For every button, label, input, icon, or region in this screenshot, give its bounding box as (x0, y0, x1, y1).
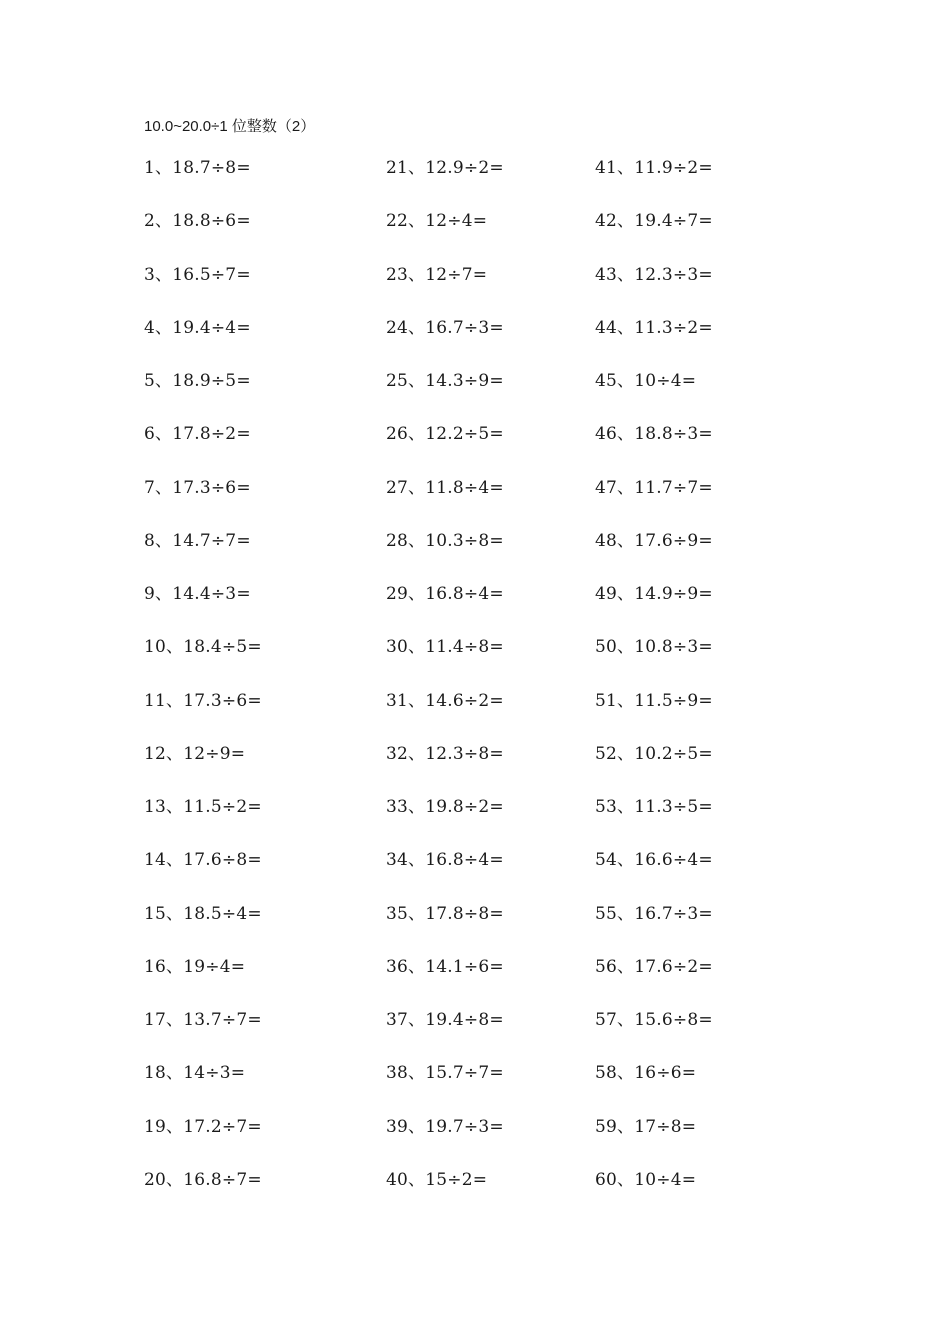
problem-item: 10、18.4÷5= (144, 637, 262, 658)
problem-item: 59、17÷8= (595, 1116, 697, 1137)
problem-item: 52、10.2÷5= (595, 743, 713, 764)
problem-item: 55、16.7÷3= (595, 903, 713, 924)
problem-item: 33、19.8÷2= (386, 797, 504, 817)
problem-item: 53、11.3÷5= (595, 797, 713, 817)
problem-item: 39、19.7÷3= (386, 1116, 504, 1137)
problem-item: 51、11.5÷9= (595, 690, 713, 711)
problem-item: 14、17.6÷8= (144, 850, 262, 871)
problem-item: 30、11.4÷8= (386, 637, 504, 658)
problem-item: 60、10÷4= (595, 1169, 697, 1190)
problem-item: 44、11.3÷2= (595, 317, 713, 338)
problem-item: 12、12÷9= (144, 743, 246, 764)
problem-item: 38、15.7÷7= (386, 1063, 504, 1084)
problem-item: 19、17.2÷7= (144, 1116, 262, 1137)
problem-item: 23、12÷7= (386, 264, 488, 285)
problem-item: 3、16.5÷7= (144, 264, 251, 285)
problem-item: 54、16.6÷4= (595, 850, 713, 871)
problem-item: 8、14.7÷7= (144, 530, 251, 551)
problem-item: 46、18.8÷3= (595, 424, 713, 445)
problem-item: 5、18.9÷5= (144, 371, 251, 391)
problem-column-2 (386, 150, 586, 1215)
problem-item: 34、16.8÷4= (386, 850, 504, 871)
problem-item: 20、16.8÷7= (144, 1169, 262, 1190)
problem-item: 58、16÷6= (595, 1063, 697, 1084)
problem-item: 49、14.9÷9= (595, 584, 713, 604)
problem-item: 50、10.8÷3= (595, 637, 713, 658)
problem-column-3 (595, 150, 795, 1215)
problem-item: 1、18.7÷8= (144, 158, 251, 178)
problem-item: 57、15.6÷8= (595, 1010, 713, 1030)
problem-item: 56、17.6÷2= (595, 956, 713, 977)
problem-item: 17、13.7÷7= (144, 1010, 262, 1030)
problem-item: 40、15÷2= (386, 1169, 488, 1190)
problem-item: 13、11.5÷2= (144, 797, 262, 817)
problem-item: 26、12.2÷5= (386, 424, 504, 445)
problem-item: 27、11.8÷4= (386, 477, 504, 498)
problem-item: 6、17.8÷2= (144, 424, 251, 445)
problem-item: 43、12.3÷3= (595, 264, 713, 285)
problem-item: 15、18.5÷4= (144, 903, 262, 924)
problem-item: 25、14.3÷9= (386, 371, 504, 391)
problem-item: 42、19.4÷7= (595, 211, 713, 232)
problem-item: 9、14.4÷3= (144, 584, 251, 604)
problem-item: 36、14.1÷6= (386, 956, 504, 977)
problem-item: 4、19.4÷4= (144, 317, 251, 338)
problem-item: 32、12.3÷8= (386, 743, 504, 764)
problem-item: 16、19÷4= (144, 956, 246, 977)
problem-item: 28、10.3÷8= (386, 530, 504, 551)
problem-item: 31、14.6÷2= (386, 690, 504, 711)
problem-item: 11、17.3÷6= (144, 690, 262, 711)
problem-column-1 (144, 150, 344, 1215)
problem-item: 18、14÷3= (144, 1063, 246, 1084)
problem-item: 48、17.6÷9= (595, 530, 713, 551)
problem-item: 45、10÷4= (595, 371, 697, 391)
problem-item: 47、11.7÷7= (595, 477, 713, 498)
problem-item: 29、16.8÷4= (386, 584, 504, 604)
problem-item: 7、17.3÷6= (144, 477, 251, 498)
problem-item: 37、19.4÷8= (386, 1010, 504, 1030)
problem-item: 35、17.8÷8= (386, 903, 504, 924)
worksheet-title: 10.0~20.0÷1 位整数（2） (144, 118, 316, 135)
problem-item: 41、11.9÷2= (595, 158, 713, 178)
problem-item: 21、12.9÷2= (386, 158, 504, 178)
problem-item: 24、16.7÷3= (386, 317, 504, 338)
problem-item: 22、12÷4= (386, 211, 488, 232)
problem-item: 2、18.8÷6= (144, 211, 251, 232)
